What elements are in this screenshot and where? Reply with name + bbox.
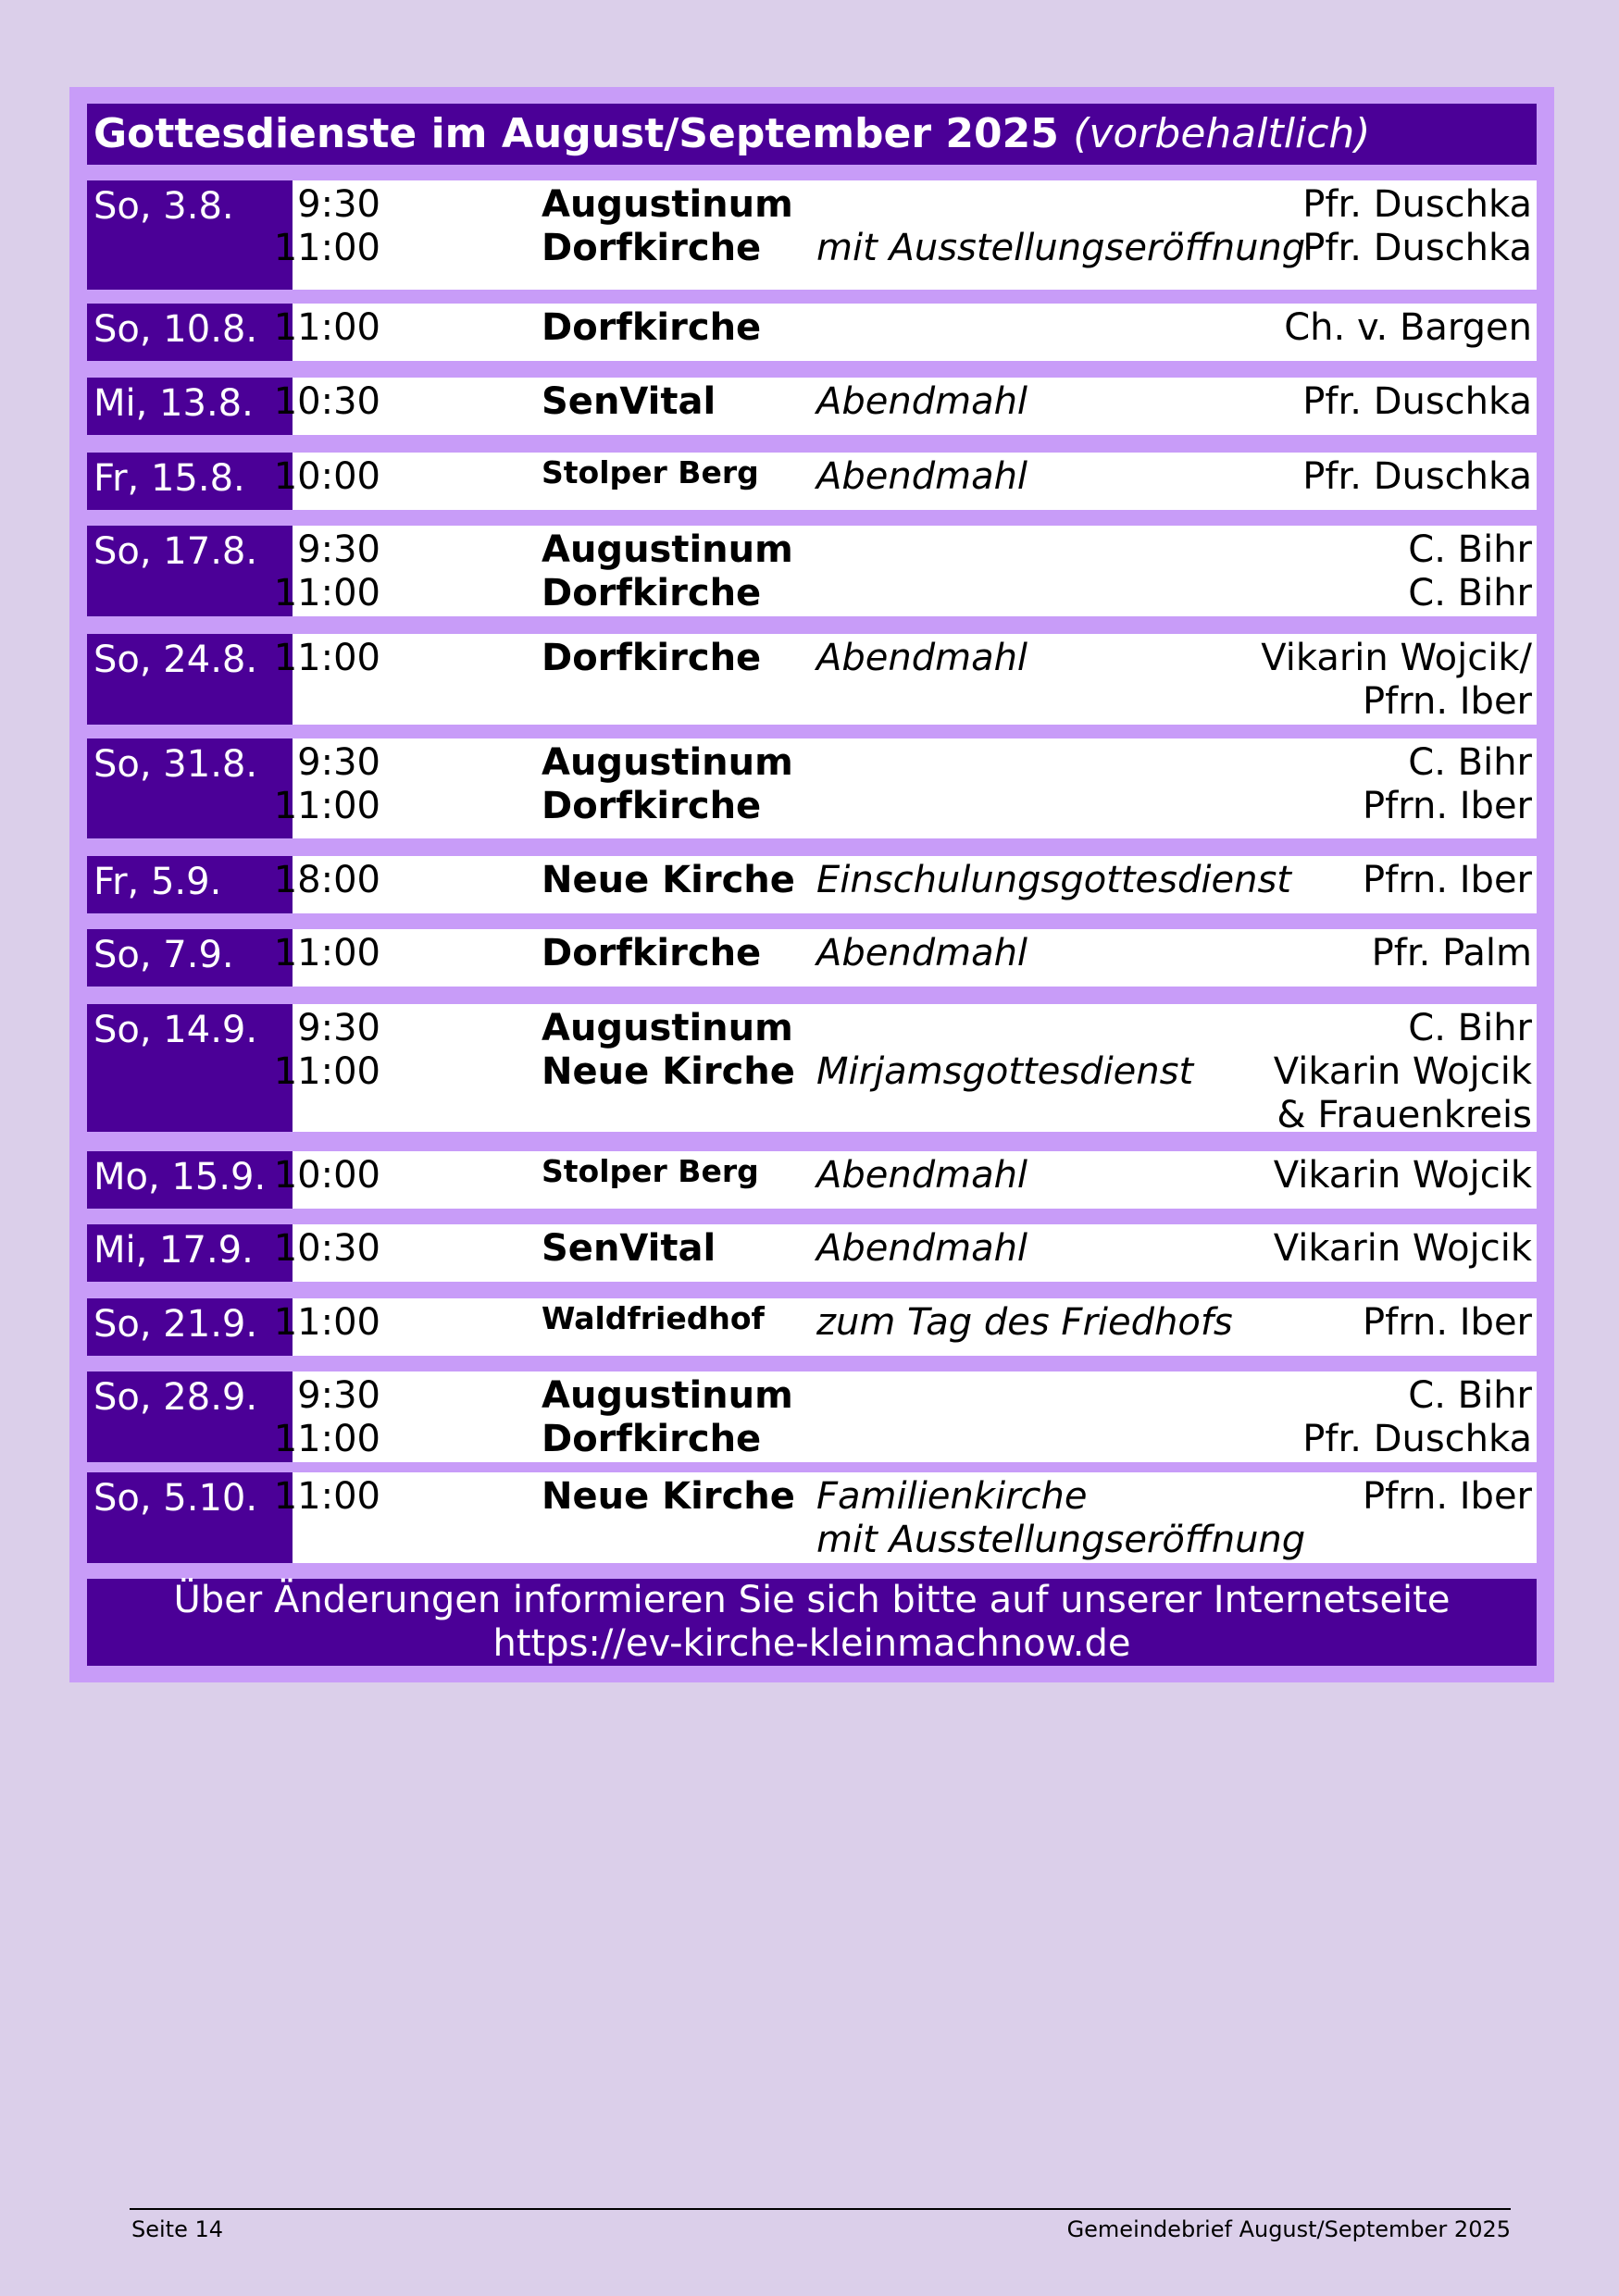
service-date: So, 24.8. (87, 634, 293, 725)
service-location: Neue Kirche (542, 1050, 795, 1093)
service-details (273, 526, 1537, 616)
service-note: Familienkirche (816, 1475, 1088, 1518)
service-pastor: Pfrn. Iber (1363, 1475, 1532, 1518)
service-date: So, 5.10. (87, 1472, 293, 1563)
service-pastor: Vikarin Wojcik (1273, 1154, 1532, 1197)
service-note: Einschulungsgottesdienst (816, 859, 1291, 901)
service-details (273, 634, 1537, 725)
service-schedule (69, 87, 1554, 1682)
service-line (293, 1373, 1537, 1418)
service-row (87, 1151, 1537, 1209)
service-pastor: C. Bihr (1408, 741, 1532, 784)
service-time: 11:00 (273, 1418, 380, 1460)
service-date: So, 3.8. (87, 180, 293, 290)
service-line (293, 1006, 1537, 1050)
service-line (273, 305, 1537, 350)
service-pastor: Pfr. Duschka (1302, 183, 1532, 226)
service-date: Mi, 13.8. (87, 378, 293, 435)
service-date: So, 7.9. (87, 929, 293, 987)
service-location: Waldfriedhof (542, 1300, 765, 1336)
service-date: So, 21.9. (87, 1298, 293, 1356)
service-note: zum Tag des Friedhofs (816, 1301, 1233, 1344)
service-line (293, 1518, 1537, 1562)
service-row (87, 1224, 1537, 1282)
service-pastor: C. Bihr (1408, 1007, 1532, 1049)
service-details (273, 1371, 1537, 1462)
service-line (273, 931, 1537, 975)
service-pastor: Pfr. Duschka (1302, 380, 1532, 423)
website-url: https://ev-kirche-kleinmachnow.de (492, 1622, 1131, 1665)
service-line (273, 571, 1537, 615)
service-location: Dorfkirche (542, 572, 762, 614)
service-details (273, 180, 1537, 290)
service-date: So, 31.8. (87, 738, 293, 838)
service-note: Abendmahl (816, 637, 1028, 679)
service-line (293, 679, 1537, 724)
service-pastor: Pfrn. Iber (1363, 859, 1532, 901)
service-pastor: Pfrn. Iber (1363, 1301, 1532, 1344)
service-location: Augustinum (542, 183, 793, 226)
service-location: Stolper Berg (542, 1153, 759, 1189)
service-line (273, 784, 1537, 828)
service-location: Neue Kirche (542, 859, 795, 901)
service-time: 11:00 (273, 306, 380, 349)
service-time: 18:00 (273, 859, 380, 901)
service-pastor: Pfr. Duschka (1302, 227, 1532, 269)
service-pastor: Pfrn. Iber (1363, 680, 1532, 723)
service-row (87, 304, 1537, 361)
service-note: Abendmahl (816, 1154, 1028, 1197)
service-details (273, 453, 1537, 510)
service-time: 10:30 (273, 1227, 380, 1270)
service-time: 9:30 (297, 741, 380, 784)
service-row (87, 929, 1537, 987)
service-time: 10:00 (273, 1154, 380, 1197)
service-pastor: Vikarin Wojcik/ (1261, 637, 1532, 679)
service-line (273, 1300, 1537, 1345)
service-time: 11:00 (273, 572, 380, 614)
schedule-title (87, 104, 1537, 165)
service-location: Dorfkirche (542, 1418, 762, 1460)
service-row (87, 1371, 1537, 1462)
page-footer-rule (130, 2208, 1511, 2210)
service-note: mit Ausstellungseröffnung (816, 227, 1306, 269)
service-row (87, 378, 1537, 435)
service-time: 11:00 (273, 227, 380, 269)
service-line (273, 379, 1537, 424)
service-date: So, 17.8. (87, 526, 293, 616)
service-time: 9:30 (297, 1007, 380, 1049)
service-time: 9:30 (297, 183, 380, 226)
service-details (273, 1472, 1537, 1563)
service-details (273, 1224, 1537, 1282)
service-location: Dorfkirche (542, 227, 762, 269)
service-note: Abendmahl (816, 380, 1028, 423)
service-line (273, 858, 1537, 902)
service-location: Augustinum (542, 1007, 793, 1049)
service-pastor: C. Bihr (1408, 1374, 1532, 1417)
service-line (273, 226, 1537, 270)
service-time: 11:00 (273, 1050, 380, 1093)
service-location: Dorfkirche (542, 306, 762, 349)
service-location: SenVital (542, 380, 716, 423)
service-pastor: Pfr. Palm (1371, 932, 1532, 974)
service-date: Fr, 15.8. (87, 453, 293, 510)
service-line (273, 1153, 1537, 1198)
service-row (87, 1298, 1537, 1356)
website-notice-text: Über Änderungen informieren Sie sich bitte auf unserer Internetseite (173, 1579, 1451, 1621)
service-row (87, 180, 1537, 290)
service-location: Augustinum (542, 1374, 793, 1417)
service-time: 11:00 (273, 1301, 380, 1344)
service-line (293, 740, 1537, 785)
service-note: Abendmahl (816, 455, 1028, 498)
website-notice (87, 1579, 1537, 1666)
page-number: Seite 14 (131, 2216, 224, 2242)
service-location: Stolper Berg (542, 454, 759, 490)
service-details (273, 929, 1537, 987)
service-date: Fr, 5.9. (87, 856, 293, 913)
service-line (273, 1049, 1537, 1094)
service-time: 10:00 (273, 455, 380, 498)
service-line (293, 182, 1537, 227)
service-location: Neue Kirche (542, 1475, 795, 1518)
service-location: Dorfkirche (542, 637, 762, 679)
service-pastor: C. Bihr (1408, 572, 1532, 614)
service-row (87, 1004, 1537, 1136)
service-pastor: C. Bihr (1408, 528, 1532, 571)
service-pastor: & Frauenkreis (1277, 1094, 1532, 1136)
service-pastor: Pfr. Duschka (1302, 455, 1532, 498)
service-details (273, 304, 1537, 361)
service-date: So, 14.9. (87, 1004, 293, 1132)
service-row (87, 526, 1537, 616)
service-pastor: Vikarin Wojcik (1273, 1227, 1532, 1270)
service-pastor: Ch. v. Bargen (1284, 306, 1532, 349)
service-date: So, 28.9. (87, 1371, 293, 1462)
service-note: mit Ausstellungseröffnung (816, 1519, 1306, 1561)
service-line (273, 1474, 1537, 1519)
service-location: Dorfkirche (542, 785, 762, 827)
service-time: 11:00 (273, 1475, 380, 1518)
service-date: So, 10.8. (87, 304, 293, 361)
service-row (87, 634, 1537, 725)
service-time: 10:30 (273, 380, 380, 423)
service-time: 11:00 (273, 637, 380, 679)
service-time: 11:00 (273, 785, 380, 827)
service-pastor: Pfr. Duschka (1302, 1418, 1532, 1460)
service-pastor: Pfrn. Iber (1363, 785, 1532, 827)
schedule-title-qualifier: (vorbehaltlich) (1073, 110, 1371, 157)
service-time: 9:30 (297, 1374, 380, 1417)
service-pastor: Vikarin Wojcik (1273, 1050, 1532, 1093)
service-details (273, 1298, 1537, 1356)
service-row (87, 856, 1537, 913)
service-location: Dorfkirche (542, 932, 762, 974)
service-time: 11:00 (273, 932, 380, 974)
service-line (293, 527, 1537, 572)
service-line (273, 1417, 1537, 1461)
service-date: Mi, 17.9. (87, 1224, 293, 1282)
service-note: Mirjamsgottesdienst (816, 1050, 1194, 1093)
service-row (87, 453, 1537, 510)
schedule-title-text: Gottesdienste im August/September 2025 (93, 110, 1059, 157)
service-line (273, 454, 1537, 499)
service-row (87, 1472, 1537, 1563)
service-note: Abendmahl (816, 932, 1028, 974)
service-line (293, 1093, 1537, 1137)
service-time: 9:30 (297, 528, 380, 571)
service-row (87, 738, 1537, 838)
service-details (273, 378, 1537, 435)
service-location: Augustinum (542, 741, 793, 784)
service-note: Abendmahl (816, 1227, 1028, 1270)
service-details (273, 738, 1537, 838)
service-location: SenVital (542, 1227, 716, 1270)
service-details (273, 1151, 1537, 1209)
issue-title: Gemeindebrief August/September 2025 (1066, 2216, 1511, 2242)
service-line (273, 1226, 1537, 1271)
service-details (273, 856, 1537, 913)
service-line (273, 636, 1537, 680)
service-location: Augustinum (542, 528, 793, 571)
service-date: Mo, 15.9. (87, 1151, 293, 1209)
service-details (273, 1004, 1537, 1136)
